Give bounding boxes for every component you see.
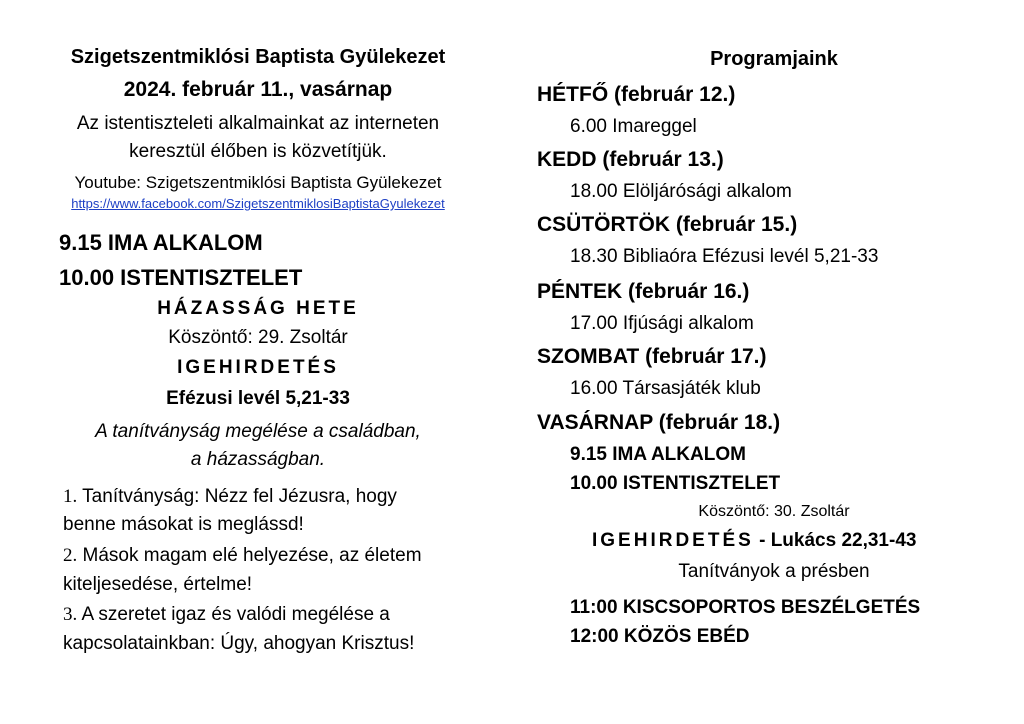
service-time: 10.00 ISTENTISZTELET [59, 265, 303, 290]
sunday-sermon-label: IGEHIRDETÉS [592, 530, 754, 551]
sermon-point-3-cont: kapcsolatainkban: Úgy, ahogyan Krisztus! [63, 633, 415, 654]
greeting-psalm: Köszöntő: 29. Zsoltár [168, 327, 348, 348]
sunday-service-time: 10.00 ISTENTISZTELET [570, 473, 781, 494]
point-text: Mások magam elé helyezése, az életem [77, 545, 422, 566]
event-saturday: 16.00 Társasjáték klub [570, 378, 761, 399]
day-heading-friday: PÉNTEK (február 16.) [537, 280, 750, 303]
broadcast-note-line1: Az istentiszteleti alkalmainkat az interneten [76, 113, 440, 134]
event-friday: 17.00 Ifjúsági alkalom [570, 313, 754, 334]
day-heading-saturday: SZOMBAT (február 17.) [537, 345, 767, 368]
sunday-sermon-title: Tanítványok a présben [678, 561, 870, 582]
prayer-time: 9.15 IMA ALKALOM [59, 230, 263, 255]
point-text: A szeretet igaz és valódi megélése a [77, 604, 390, 625]
point-number: 3. [63, 604, 78, 625]
week-theme: HÁZASSÁG HETE [157, 298, 359, 319]
event-monday: 6.00 Imareggel [570, 116, 697, 137]
common-lunch: 12:00 KÖZÖS EBÉD [570, 626, 750, 647]
sermon-point-2 [63, 545, 422, 567]
sermon-label: IGEHIRDETÉS [177, 357, 339, 378]
sermon-point-1 [63, 486, 397, 508]
facebook-link[interactable]: https://www.facebook.com/SzigetszentmiklosiBaptistaGyulekezet [71, 196, 445, 211]
sermon-text-reference: Efézusi levél 5,21-33 [166, 388, 350, 409]
sunday-greeting-psalm: Köszöntő: 30. Zsoltár [698, 503, 850, 520]
sunday-sermon-line [592, 530, 916, 552]
broadcast-note-line2: keresztül élőben is közvetítjük. [129, 141, 387, 162]
service-date: 2024. február 11., vasárnap [123, 78, 393, 101]
point-number: 1. [63, 486, 78, 507]
sermon-point-2-cont: kiteljesedése, értelme! [63, 574, 253, 595]
small-group-discussion: 11:00 KISCSOPORTOS BESZÉLGETÉS [570, 597, 921, 618]
programs-title: Programjaink [710, 48, 838, 70]
youtube-channel: Youtube: Szigetszentmiklósi Baptista Gyülekezet [74, 173, 442, 192]
sermon-point-3 [63, 604, 390, 626]
sunday-sermon-reference: - Lukács 22,31-43 [753, 530, 917, 551]
sermon-title-line2: a házasságban. [190, 449, 326, 470]
sunday-prayer-time: 9.15 IMA ALKALOM [570, 444, 746, 465]
day-heading-thursday: CSÜTÖRTÖK (február 15.) [537, 213, 798, 236]
event-thursday: 18.30 Bibliaóra Efézusi levél 5,21-33 [570, 246, 879, 267]
church-name: Szigetszentmiklósi Baptista Gyülekezet [70, 46, 446, 68]
point-text: Tanítványság: Nézz fel Jézusra, hogy [77, 486, 397, 507]
day-heading-tuesday: KEDD (február 13.) [537, 148, 724, 171]
sermon-point-1-cont: benne másokat is meglássd! [63, 514, 304, 535]
sermon-title-line1: A tanítványság megélése a családban, [95, 421, 421, 442]
event-tuesday: 18.00 Elöljárósági alkalom [570, 181, 792, 202]
point-number: 2. [63, 545, 78, 566]
day-heading-sunday: VASÁRNAP (február 18.) [537, 411, 781, 434]
day-heading-monday: HÉTFŐ (február 12.) [537, 83, 736, 106]
